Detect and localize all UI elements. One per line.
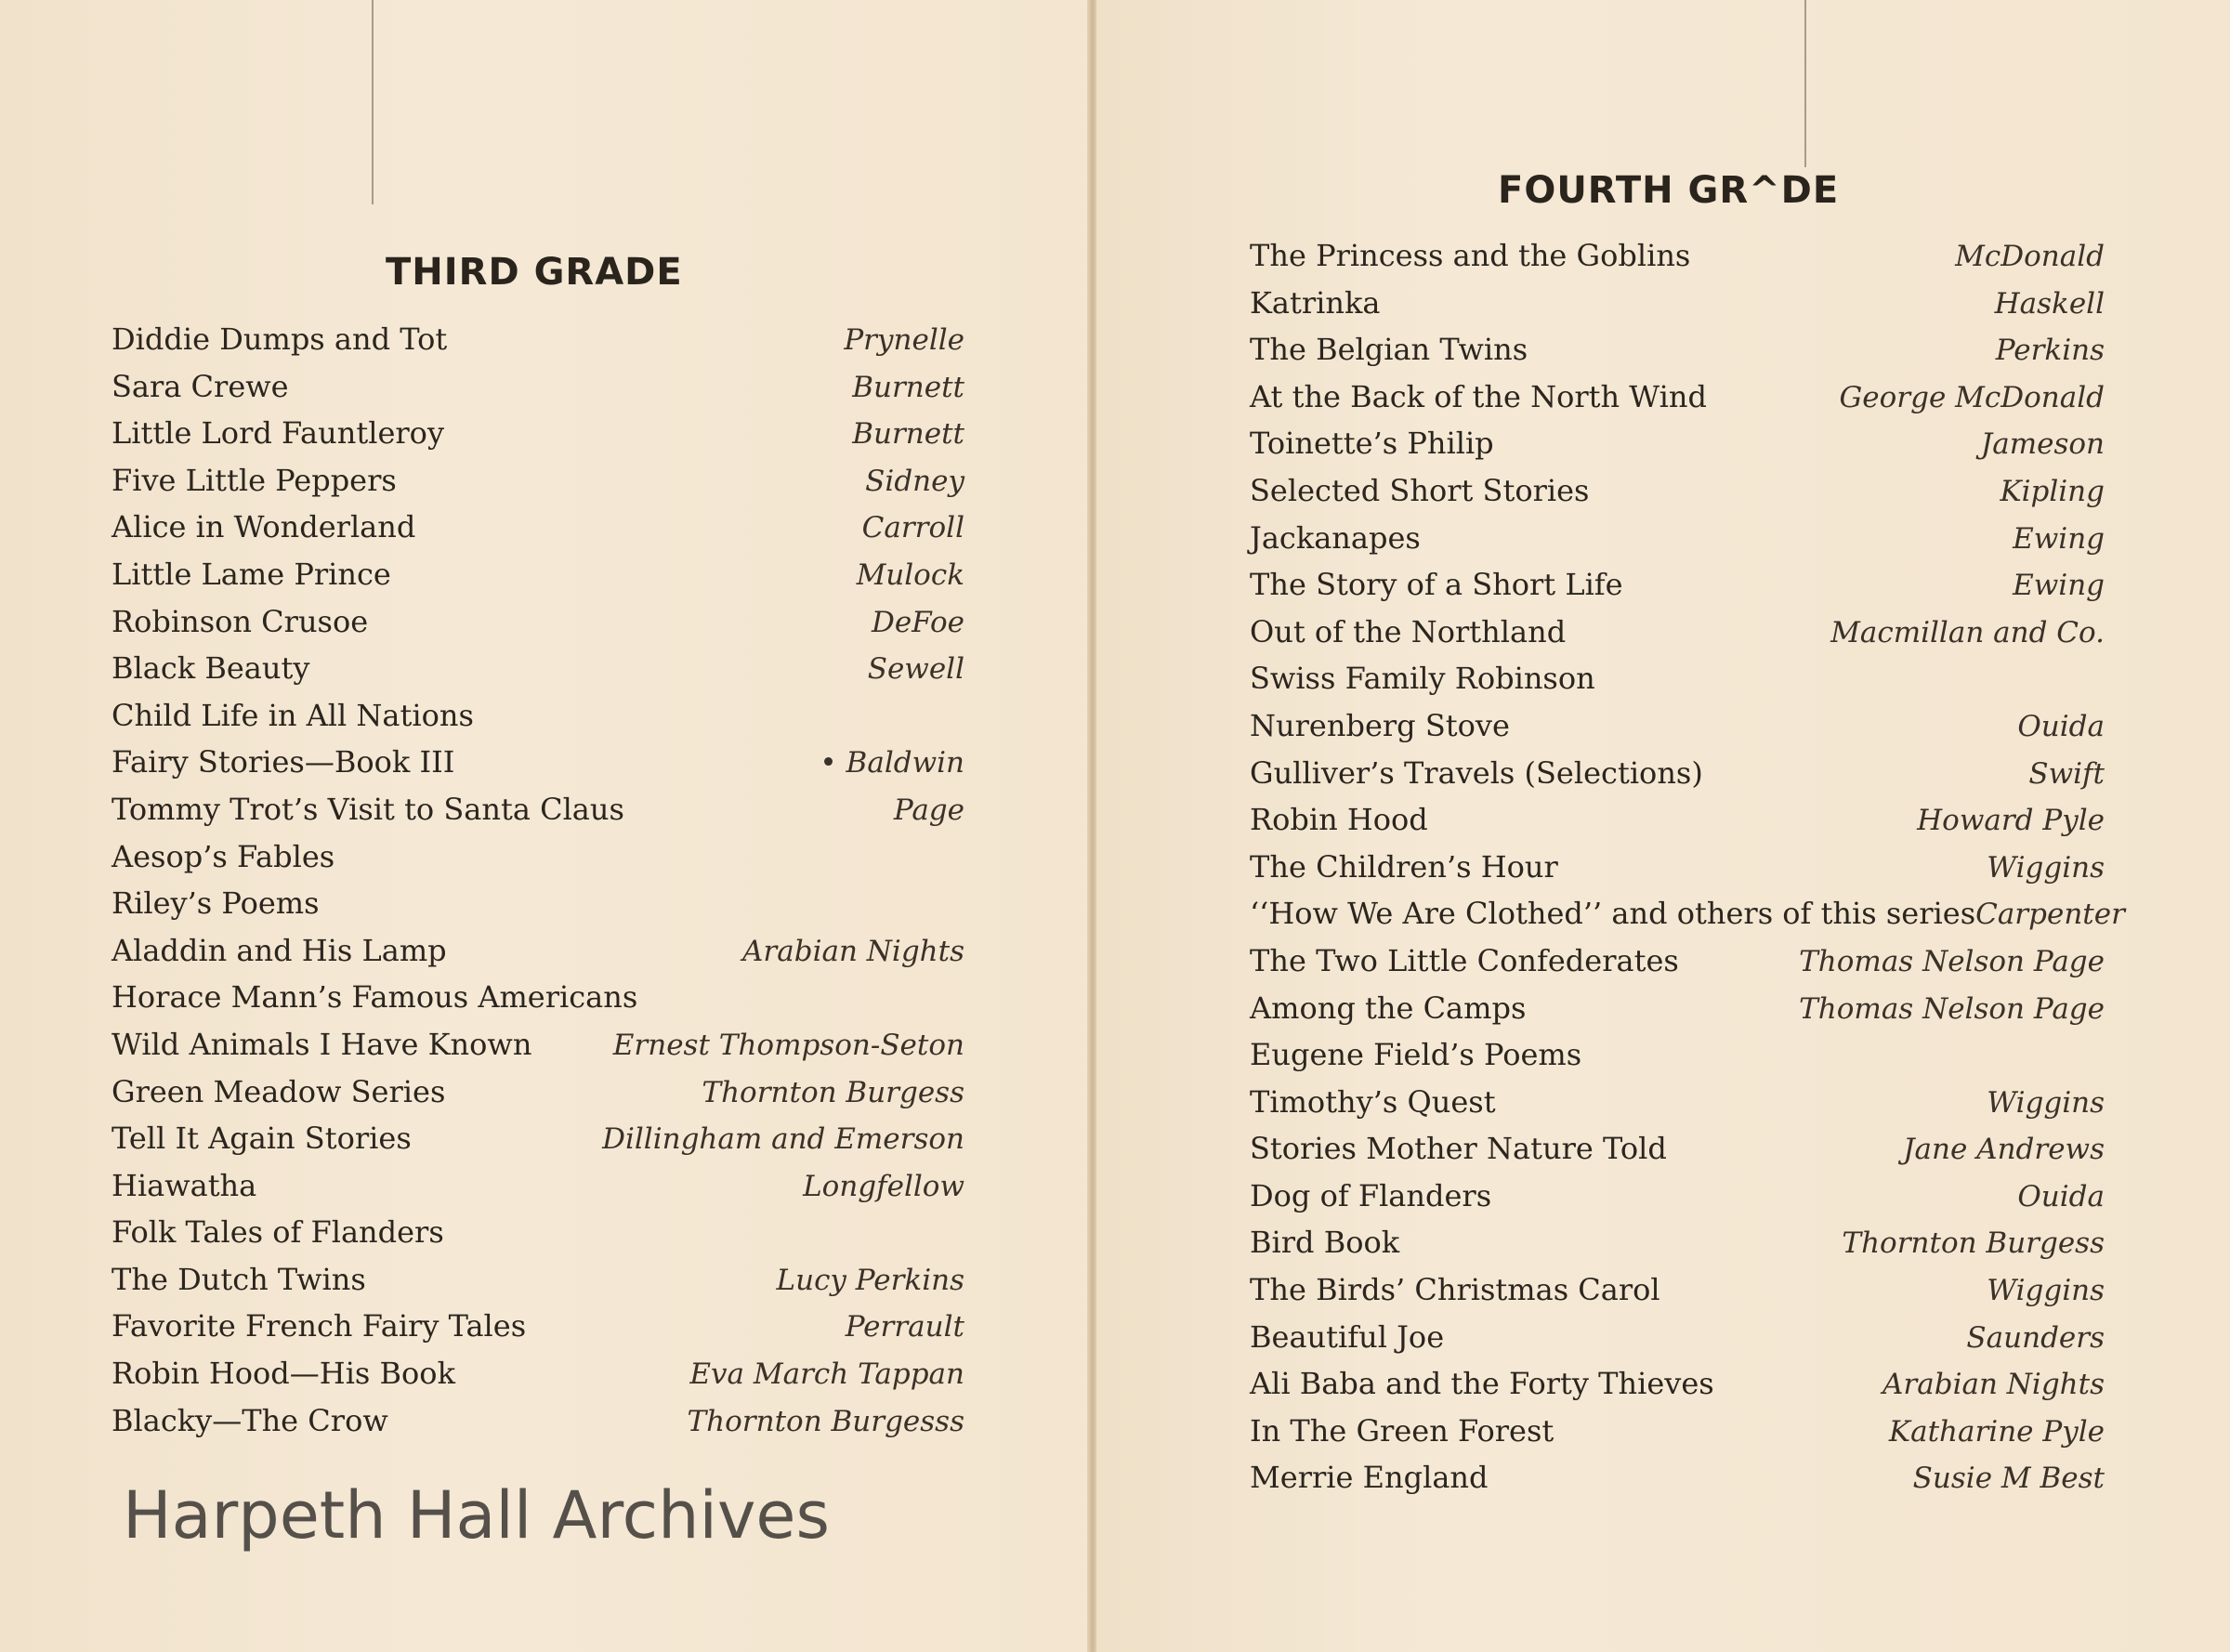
book-title: Katrinka — [1250, 284, 1381, 321]
book-row — [112, 839, 964, 886]
book-row — [112, 1027, 964, 1074]
book-row — [1250, 943, 2105, 990]
book-author: Thomas Nelson Page — [1799, 991, 2105, 1026]
book-row — [112, 509, 964, 557]
book-row — [1250, 238, 2105, 285]
book-author: Kipling — [2000, 474, 2105, 508]
book-row — [1250, 849, 2105, 897]
book-author: McDonald — [1955, 240, 2105, 273]
book-title: Eugene Field’s Poems — [1250, 1037, 1582, 1073]
book-author: Macmillan and Co. — [1830, 615, 2105, 649]
book-row — [112, 1308, 964, 1356]
book-title: The Dutch Twins — [112, 1261, 366, 1297]
book-row — [1250, 1272, 2105, 1319]
book-author: Ewing — [2013, 521, 2105, 556]
book-title: The Princess and the Goblins — [1250, 238, 1691, 273]
book-author: Arabian Nights — [1882, 1368, 2105, 1402]
book-author: Haskell — [1994, 286, 2105, 321]
book-row — [1250, 1131, 2105, 1178]
book-author: Burnett — [852, 417, 964, 452]
book-author: Lucy Perkins — [776, 1263, 964, 1297]
book-title: Toinette’s Philip — [1250, 426, 1494, 462]
book-author: Thomas Nelson Page — [1799, 944, 2105, 978]
third-grade-book-list — [112, 321, 964, 1449]
book-row — [1250, 1366, 2105, 1413]
book-row — [112, 698, 964, 745]
book-title: In The Green Forest — [1250, 1412, 1554, 1449]
book-author: DeFoe — [871, 605, 964, 639]
book-title: Bird Book — [1250, 1225, 1400, 1261]
book-title: Beautiful Joe — [1250, 1318, 1445, 1355]
book-row — [112, 792, 964, 839]
book-row — [1250, 755, 2105, 803]
book-title: Robinson Crusoe — [112, 603, 369, 639]
book-author: Jameson — [1980, 427, 2105, 462]
right-page — [1096, 0, 2230, 1652]
book-author: • Baldwin — [820, 746, 964, 780]
book-title: The Two Little Confederates — [1250, 942, 1679, 978]
book-title: The Belgian Twins — [1250, 332, 1528, 368]
book-author: Howard Pyle — [1917, 804, 2105, 838]
book-row — [112, 604, 964, 651]
book-title: Riley’s Poems — [112, 885, 320, 922]
book-author: Carroll — [861, 511, 964, 545]
book-title: Black Beauty — [112, 650, 310, 687]
book-title: Wild Animals I Have Known — [112, 1026, 532, 1062]
archive-watermark: Harpeth Hall Archives — [123, 1477, 830, 1554]
book-row — [1250, 614, 2105, 662]
book-title: Jackanapes — [1250, 519, 1421, 556]
book-author: Wiggins — [1987, 850, 2105, 885]
book-row — [112, 369, 964, 416]
book-author: Susie M Best — [1912, 1462, 2105, 1496]
book-row — [1250, 896, 2125, 943]
book-author: Ouida — [2017, 709, 2105, 743]
book-author: George McDonald — [1839, 380, 2105, 414]
book-title: The Story of a Short Life — [1250, 567, 1623, 603]
book-row — [112, 933, 964, 980]
book-row — [112, 1262, 964, 1309]
book-author: Perkins — [1995, 334, 2105, 368]
book-title: ‘‘How We Are Clothed’’ and others of this series — [1250, 896, 1976, 932]
book-title: Robin Hood—His Book — [112, 1356, 455, 1392]
book-row — [112, 744, 964, 792]
book-title: Child Life in All Nations — [112, 697, 474, 733]
book-title: Swiss Family Robinson — [1250, 661, 1595, 697]
book-row — [112, 321, 964, 369]
book-title: Blacky—The Crow — [112, 1402, 388, 1438]
book-author: Perrault — [845, 1310, 964, 1344]
book-title: Green Meadow Series — [112, 1073, 446, 1109]
book-title: At the Back of the North Wind — [1250, 378, 1707, 414]
book-row — [112, 979, 964, 1027]
book-author: Arabian Nights — [742, 934, 964, 968]
book-title: Selected Short Stories — [1250, 472, 1590, 508]
book-author: Burnett — [852, 370, 964, 404]
book-author: Dillingham and Emerson — [602, 1122, 964, 1157]
book-author: Mulock — [856, 557, 964, 592]
book-title: Timothy’s Quest — [1250, 1083, 1496, 1120]
book-title: Stories Mother Nature Told — [1250, 1131, 1667, 1167]
book-row — [1250, 1037, 2105, 1084]
book-row — [112, 463, 964, 510]
book-title: Sara Crewe — [112, 368, 289, 404]
book-author: Wiggins — [1987, 1274, 2105, 1308]
book-author: Jane Andrews — [1903, 1133, 2105, 1167]
book-title: Horace Mann’s Famous Americans — [112, 979, 638, 1016]
book-title: Folk Tales of Flanders — [112, 1214, 444, 1251]
book-row — [1250, 990, 2105, 1038]
book-title: Out of the Northland — [1250, 613, 1567, 649]
book-title: Ali Baba and the Forty Thieves — [1250, 1366, 1714, 1402]
book-author: Carpenter — [1975, 898, 2125, 932]
book-title: Among the Camps — [1250, 990, 1527, 1026]
book-title: Five Little Peppers — [112, 462, 397, 498]
book-title: Tell It Again Stories — [112, 1121, 412, 1157]
book-title: Nurenberg Stove — [1250, 707, 1510, 743]
book-title: The Birds’ Christmas Carol — [1250, 1272, 1660, 1308]
left-page — [0, 0, 1089, 1652]
book-author: Thornton Burgesss — [687, 1404, 964, 1438]
book-row — [1250, 379, 2105, 426]
book-title: Little Lame Prince — [112, 556, 391, 592]
book-row — [1250, 473, 2105, 520]
book-row — [112, 557, 964, 604]
book-row — [1250, 332, 2105, 379]
book-title: Favorite French Fairy Tales — [112, 1308, 527, 1344]
book-row — [112, 885, 964, 933]
book-author: Ernest Thompson-Seton — [612, 1028, 964, 1062]
book-author: Sewell — [867, 652, 964, 687]
book-row — [1250, 708, 2105, 755]
book-title: Robin Hood — [1250, 802, 1428, 838]
book-author: Eva March Tappan — [689, 1357, 964, 1392]
book-row — [1250, 1225, 2105, 1272]
book-row — [112, 415, 964, 463]
book-title: Dog of Flanders — [1250, 1177, 1492, 1213]
book-author: Swift — [2028, 756, 2105, 791]
book-title: Merrie England — [1250, 1460, 1489, 1496]
book-title: Little Lord Fauntleroy — [112, 415, 445, 452]
book-author: Thornton Burgess — [702, 1075, 964, 1109]
book-row — [1250, 802, 2105, 849]
book-row — [1250, 520, 2105, 568]
book-author: Prynelle — [844, 323, 964, 357]
book-author: Katharine Pyle — [1888, 1414, 2105, 1449]
book-row — [1250, 661, 2105, 708]
book-row — [112, 1074, 964, 1121]
book-title: Aladdin and His Lamp — [112, 932, 447, 968]
book-author: Saunders — [1966, 1320, 2105, 1355]
book-title: Tommy Trot’s Visit to Santa Claus — [112, 791, 624, 827]
book-row — [1250, 1319, 2105, 1367]
third-grade-heading: THIRD GRADE — [386, 251, 683, 294]
book-author: Thornton Burgess — [1842, 1226, 2105, 1261]
book-author: Ewing — [2013, 569, 2105, 603]
book-title: Hiawatha — [112, 1167, 257, 1203]
book-row — [1250, 1413, 2105, 1461]
book-title: Diddie Dumps and Tot — [112, 321, 448, 357]
paper-crease — [1804, 0, 1806, 167]
book-row — [112, 1168, 964, 1215]
book-row — [112, 1356, 964, 1403]
paper-crease — [372, 0, 374, 204]
book-title: Aesop’s Fables — [112, 838, 335, 874]
fourth-grade-book-list — [1250, 238, 2125, 1507]
fourth-grade-heading: FOURTH GR^DE — [1498, 169, 1840, 212]
book-title: Alice in Wonderland — [112, 509, 416, 545]
book-title: Fairy Stories—Book III — [112, 744, 455, 780]
book-row — [112, 1121, 964, 1168]
book-author: Sidney — [865, 464, 964, 498]
book-row — [112, 650, 964, 698]
book-row — [1250, 285, 2105, 333]
book-author: Longfellow — [803, 1169, 964, 1203]
book-row — [112, 1403, 964, 1450]
book-row — [1250, 567, 2105, 614]
book-author: Wiggins — [1987, 1085, 2105, 1120]
book-title: The Children’s Hour — [1250, 848, 1558, 885]
book-title: Gulliver’s Travels (Selections) — [1250, 754, 1703, 791]
book-author: Ouida — [2017, 1179, 2105, 1213]
book-author: Page — [893, 793, 964, 827]
book-row — [112, 1214, 964, 1262]
book-row — [1250, 1460, 2105, 1507]
book-row — [1250, 1178, 2105, 1226]
book-row — [1250, 1084, 2105, 1132]
book-row — [1250, 426, 2105, 473]
